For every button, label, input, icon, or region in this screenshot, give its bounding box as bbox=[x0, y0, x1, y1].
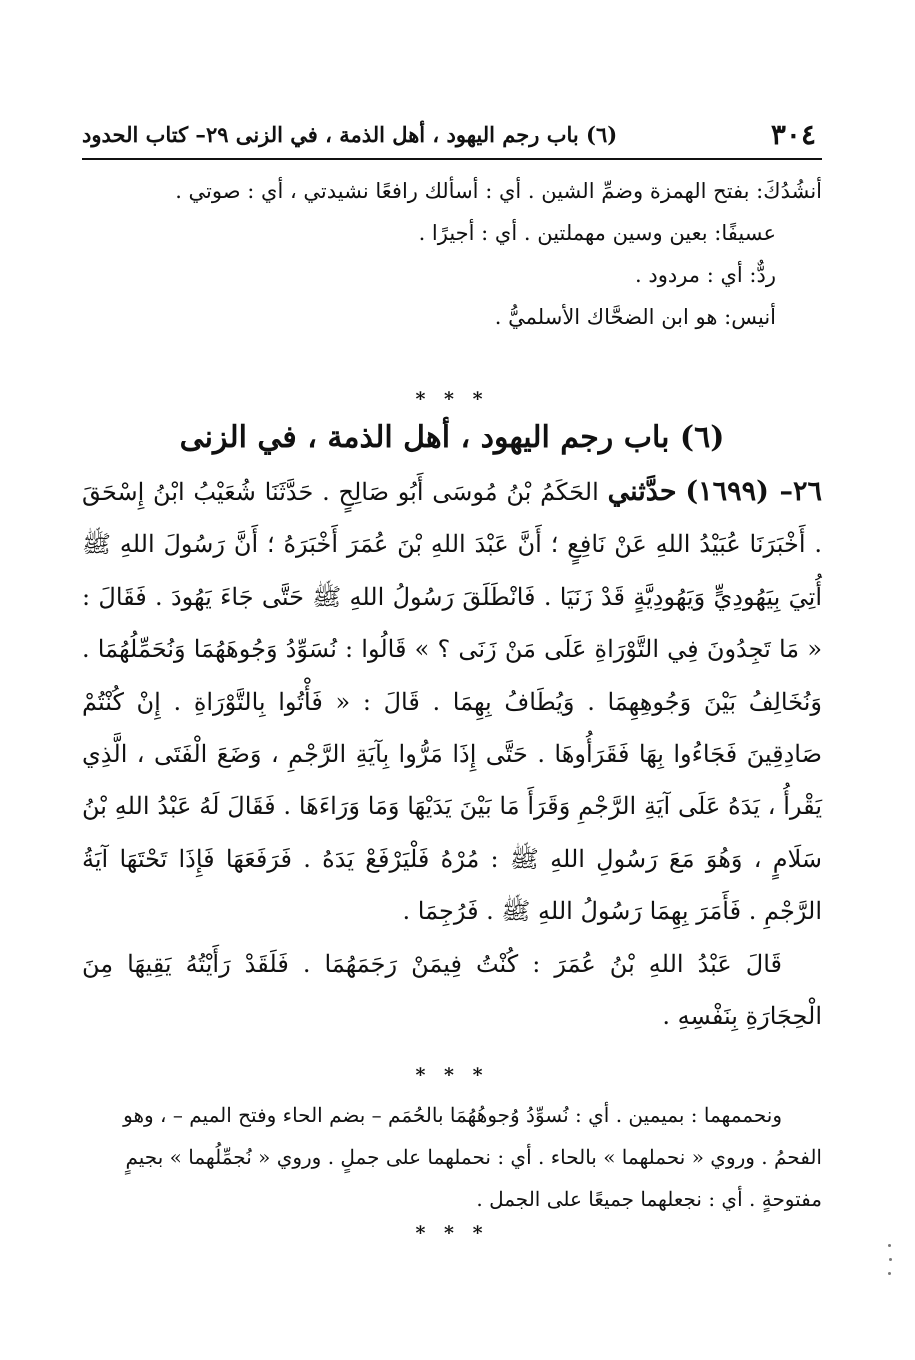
chapter-title: (٦) باب رجم اليهود ، أهل الذمة ، في الزنى bbox=[179, 420, 725, 455]
scan-speck bbox=[888, 1272, 891, 1275]
footnote-block bbox=[82, 1094, 822, 1220]
section-separator: * * * bbox=[415, 1064, 489, 1086]
glossary-entry: أنشُدُكَ: بفتح الهمزة وضمِّ الشين . أي : أسألك رافعًا نشيدتي ، أي : صوتي . bbox=[175, 179, 822, 203]
hadith-number: ٢٦– (١٦٩٩) bbox=[685, 476, 822, 507]
glossary-entry: عسيفًا: بعين وسين مهملتين . أي : أجيرًا . bbox=[418, 221, 776, 245]
running-title: (٦) باب رجم اليهود ، أهل الذمة ، في الزنى ٢٩– كتاب الحدود bbox=[82, 122, 618, 147]
footnote-text: ونحممهما : بميمين . أي : نُسوِّدُ وُجوهُهُمَا بالحُمَم – بضم الحاء وفتح الميم – ، وهو الفحمُ . وروي « نحملهما » بالحاء . أي : نحملهما على جملٍ . وروي « نُجمِّلُهما » بجيمٍ مفتوحةٍ . أي : نجعلهما جميعًا على الجمل . bbox=[123, 1103, 822, 1211]
hadith-body: الحَكَمُ بْنُ مُوسَى أَبُو صَالِحٍ . حَدَّثَنَا شُعَيْبُ ابْنُ إِسْحَقَ . أَخْبَرَنَا عُبَيْدُ اللهِ عَنْ نَافِعٍ ؛ أَنَّ عَبْدَ اللهِ بْنَ عُمَرَ أَخْبَرَهُ ؛ أَنَّ رَسُولَ اللهِ ﷺ أُتِيَ بِيَهُودِيٍّ وَيَهُودِيَّةٍ قَدْ زَنَيَا . فَانْطَلَقَ رَسُولُ اللهِ ﷺ حَتَّى جَاءَ يَهُودَ . فَقَالَ : « مَا تَجِدُونَ فِي التَّوْرَاةِ عَلَى مَنْ زَنَى ؟ » قَالُوا : نُسَوِّدُ وَجُوهَهُمَا وَنُحَمِّلُهُمَا . وَنُخَالِفُ بَيْنَ وَجُوهِهِمَا . وَيُطَافُ بِهِمَا . قَالَ : « فَأْتُوا بِالتَّوْرَاةِ . إِنْ كُنْتُمْ صَادِقِينَ فَجَاءُوا بِهَا فَقَرَأُوهَا . حَتَّى إِذَا مَرُّوا بِآيَةِ الرَّجْمِ ، وَضَعَ الْفَتَى ، الَّذِي يَقْرأُ ، يَدَهُ عَلَى آيَةِ الرَّجْمِ وَقَرَأَ مَا بَيْنَ يَدَيْهَا وَمَا وَرَاءَهَا . فَقَالَ لَهُ عَبْدُ اللهِ بْنُ سَلَامٍ ، وَهُوَ مَعَ رَسُولِ اللهِ ﷺ : مُرْهُ فَلْيَرْفَعْ يَدَهُ . فَرَفَعَهَا فَإِذَا تَحْتَهَا آيَةُ الرَّجْمِ . فَأَمَرَ بِهِمَا رَسُولُ اللهِ ﷺ . فَرُجِمَا . bbox=[82, 478, 823, 926]
hadith-opening: حدَّثني bbox=[607, 476, 677, 507]
section-separator: * * * bbox=[415, 388, 489, 410]
glossary-entry: ردٌّ: أي : مردود . bbox=[635, 263, 776, 287]
section-separator: * * * bbox=[415, 1222, 489, 1244]
running-header bbox=[82, 112, 822, 160]
hadith-paragraph bbox=[82, 466, 822, 938]
glossary-block bbox=[82, 170, 822, 338]
page-number: ٣٠٤ bbox=[770, 118, 816, 151]
scan-speck bbox=[888, 1244, 891, 1247]
hadith-text bbox=[82, 466, 822, 1042]
glossary-entry: أنيس: هو ابن الضحَّاك الأسلميُّ . bbox=[494, 305, 776, 329]
hadith-closing: قَالَ عَبْدُ اللهِ بْنُ عُمَرَ : كُنْتُ فِيمَنْ رَجَمَهُمَا . فَلَقَدْ رَأَيْتُهُ يَقِيهَا مِنَ الْحِجَارَةِ بِنَفْسِهِ . bbox=[82, 949, 822, 1031]
scan-speck bbox=[889, 1258, 892, 1261]
